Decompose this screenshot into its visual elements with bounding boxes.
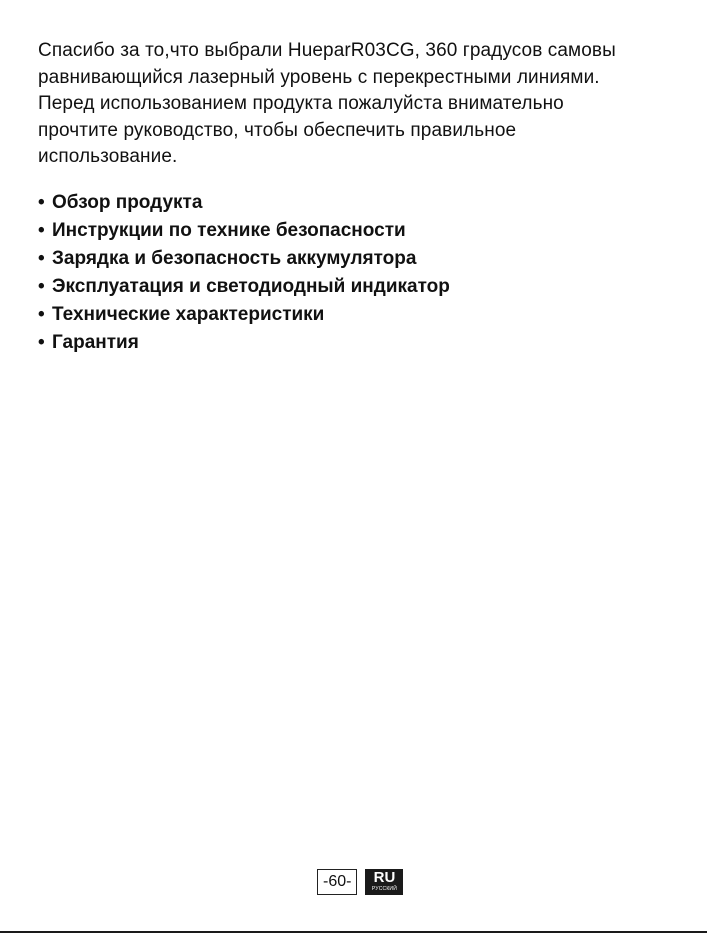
intro-line: Спасибо за то,что выбрали HueparR03CG, 360 градусов самовы bbox=[38, 40, 616, 61]
contents-item-safety-instructions: • Инструкции по технике безопасности bbox=[38, 217, 450, 245]
contents-item-product-overview: • Обзор продукта bbox=[38, 189, 450, 217]
language-code: RU bbox=[373, 869, 396, 886]
intro-line: прочтите руководство, чтобы обеспечить правильное bbox=[38, 119, 517, 141]
intro-line: использование. bbox=[38, 146, 178, 167]
contents-item-specifications: • Технические характеристики bbox=[38, 301, 450, 329]
page-footer bbox=[317, 869, 403, 895]
intro-paragraph bbox=[38, 38, 678, 171]
language-badge bbox=[365, 869, 403, 895]
contents-list bbox=[38, 189, 450, 357]
intro-line: равнивающийся лазерный уровень с перекрестными линиями. bbox=[38, 66, 600, 88]
page-number: -60- bbox=[317, 869, 357, 895]
intro-line: Перед использованием продукта пожалуйста внимательно bbox=[38, 93, 564, 114]
contents-item-warranty: • Гарантия bbox=[38, 329, 450, 357]
language-name: РУССКИЙ bbox=[371, 886, 398, 892]
contents-item-battery-charging: • Зарядка и безопасность аккумулятора bbox=[38, 245, 450, 273]
contents-item-operation-led: • Эксплуатация и светодиодный индикатор bbox=[38, 273, 450, 301]
